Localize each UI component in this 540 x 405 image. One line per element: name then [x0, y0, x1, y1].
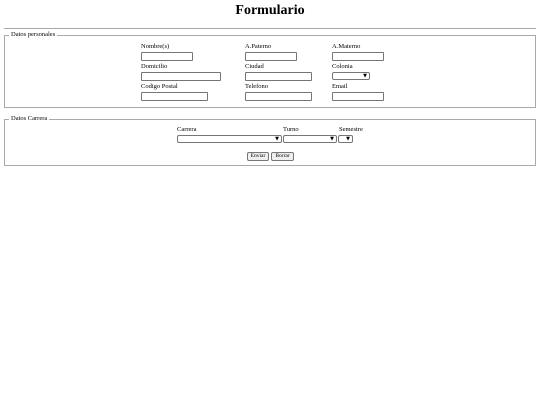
carrera-label: Carrera — [177, 126, 197, 133]
email-input[interactable] — [332, 92, 384, 101]
codigo-postal-input[interactable] — [141, 92, 208, 101]
email-label: Email — [332, 83, 348, 90]
colonia-select[interactable] — [332, 72, 370, 80]
amaterno-input[interactable] — [332, 52, 384, 61]
semestre-label: Semestre — [339, 126, 363, 133]
apaterno-input[interactable] — [245, 52, 297, 61]
telefono-input[interactable] — [245, 92, 312, 101]
domicilio-label: Domicilio — [141, 63, 168, 70]
nombre-input[interactable] — [141, 52, 193, 61]
datos-carrera-legend: Datos Carrera — [11, 115, 48, 122]
ciudad-label: Ciudad — [245, 63, 264, 70]
chevron-down-icon: ▼ — [346, 136, 350, 142]
enviar-button[interactable]: Enviar — [247, 152, 269, 161]
chevron-down-icon: ▼ — [330, 136, 334, 142]
turno-select[interactable] — [283, 135, 337, 143]
amaterno-label: A.Materno — [332, 43, 361, 50]
page-title: Formulario — [235, 3, 305, 18]
chevron-down-icon: ▼ — [363, 73, 367, 79]
domicilio-input[interactable] — [141, 72, 221, 81]
carrera-select[interactable] — [177, 135, 282, 143]
nombre-label: Nombre(s) — [141, 43, 170, 50]
datos-personales-legend: Datos personales — [11, 31, 56, 38]
borrar-button[interactable]: Borrar — [271, 152, 294, 161]
semestre-select[interactable] — [338, 135, 353, 143]
ciudad-input[interactable] — [245, 72, 312, 81]
turno-label: Turno — [283, 126, 299, 133]
title-divider — [4, 28, 536, 29]
apaterno-label: A.Paterno — [245, 43, 272, 50]
codigo-postal-label: Codigo Postal — [141, 83, 178, 90]
colonia-label: Colonia — [332, 63, 353, 70]
chevron-down-icon: ▼ — [275, 136, 279, 142]
telefono-label: Telefono — [245, 83, 269, 90]
